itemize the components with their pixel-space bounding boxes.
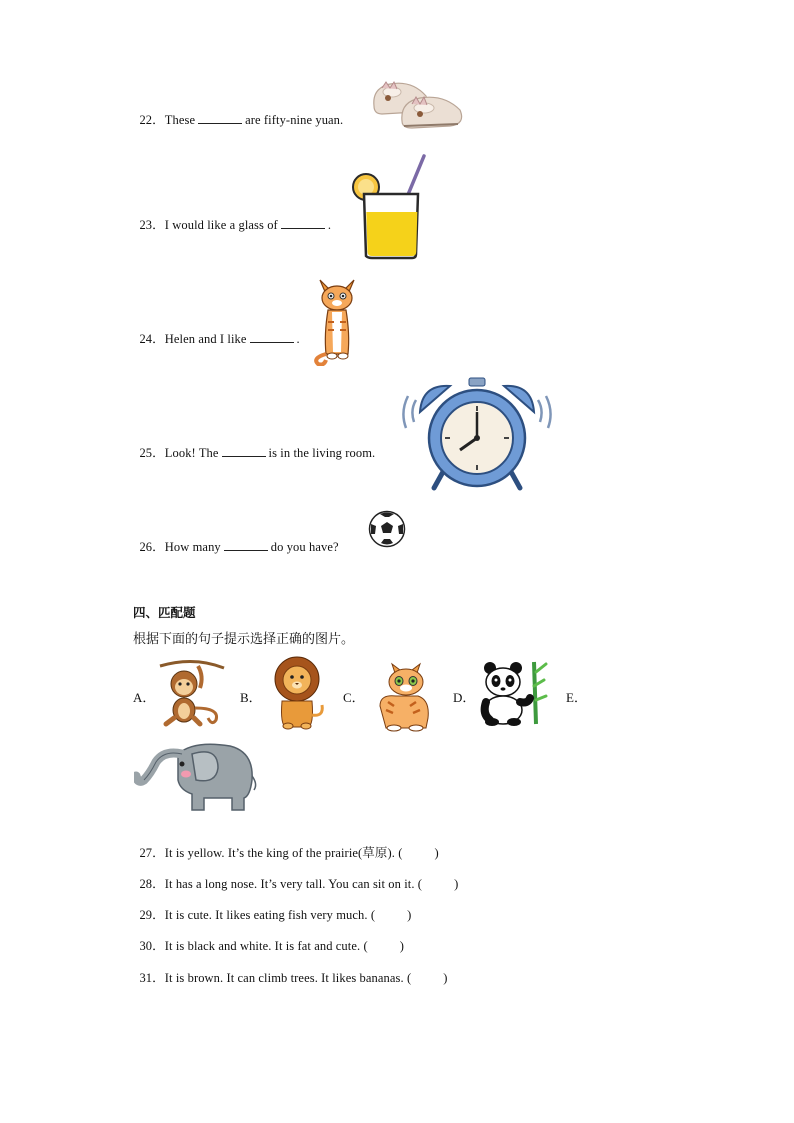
question-22 (133, 95, 343, 128)
question-text: It is yellow. It’s the king of the prairie(草原). ( (164, 846, 403, 860)
question-text: It is brown. It can climb trees. It likes bananas. ( (164, 971, 412, 985)
answer-blank[interactable] (198, 112, 242, 124)
question-number: 22． (139, 113, 165, 127)
answer-blank[interactable] (281, 217, 325, 229)
answer-blank[interactable] (222, 445, 266, 457)
close-paren: ) (443, 971, 448, 985)
question-number: 26． (139, 540, 165, 554)
option-c-label: C． (343, 690, 365, 705)
section-title: 四、匹配题 (133, 605, 196, 620)
question-30 (133, 921, 404, 954)
football-image (368, 510, 406, 548)
monkey-image (154, 658, 226, 728)
option-e-label: E． (566, 690, 587, 705)
question-number: 25． (139, 446, 165, 460)
question-text-after: do you have? (270, 540, 339, 554)
question-27 (133, 828, 439, 861)
tiger-cat-image (372, 656, 438, 732)
question-31 (133, 953, 447, 986)
close-paren: ) (407, 908, 412, 922)
question-number: 29． (139, 908, 165, 922)
question-28 (133, 859, 458, 892)
question-text-before: Look! The (164, 446, 219, 460)
panda-image (478, 658, 548, 726)
question-text-before: These (164, 113, 196, 127)
question-23 (133, 200, 331, 233)
question-text-after: are fifty-nine yuan. (245, 113, 344, 127)
close-paren: ) (454, 877, 459, 891)
option-b-label: B． (240, 690, 262, 705)
question-number: 24． (139, 332, 165, 346)
question-text: It has a long nose. It’s very tall. You can sit on it. ( (164, 877, 423, 891)
question-24 (133, 314, 300, 347)
question-text-before: I would like a glass of (164, 218, 278, 232)
section-instruction: 根据下面的句子提示选择正确的图片。 (133, 632, 355, 647)
close-paren: ) (399, 939, 404, 953)
question-number: 23． (139, 218, 165, 232)
question-25 (133, 428, 375, 461)
question-text-after: is in the living room. (268, 446, 376, 460)
question-number: 30． (139, 939, 165, 953)
question-text-after: . (327, 218, 332, 232)
lion-image (268, 655, 326, 731)
question-text-before: How many (164, 540, 221, 554)
option-d-label: D． (453, 690, 476, 705)
question-number: 28． (139, 877, 165, 891)
close-paren: ) (434, 846, 439, 860)
answer-blank[interactable] (224, 539, 268, 551)
question-number: 31． (139, 971, 165, 985)
answer-blank[interactable] (250, 331, 294, 343)
elephant-image (134, 740, 258, 814)
question-29 (133, 890, 411, 923)
question-number: 27． (139, 846, 165, 860)
question-26 (133, 522, 339, 555)
question-text-before: Helen and I like (164, 332, 247, 346)
alarm-clock-image (402, 370, 552, 494)
shoes-image (368, 66, 472, 132)
option-a-label: A． (133, 690, 156, 705)
question-text-after: . (296, 332, 300, 346)
question-text: It is cute. It likes eating fish very much. ( (164, 908, 376, 922)
juice-glass-image (350, 152, 430, 260)
cat-image (312, 274, 362, 366)
question-text: It is black and white. It is fat and cute. ( (164, 939, 368, 953)
